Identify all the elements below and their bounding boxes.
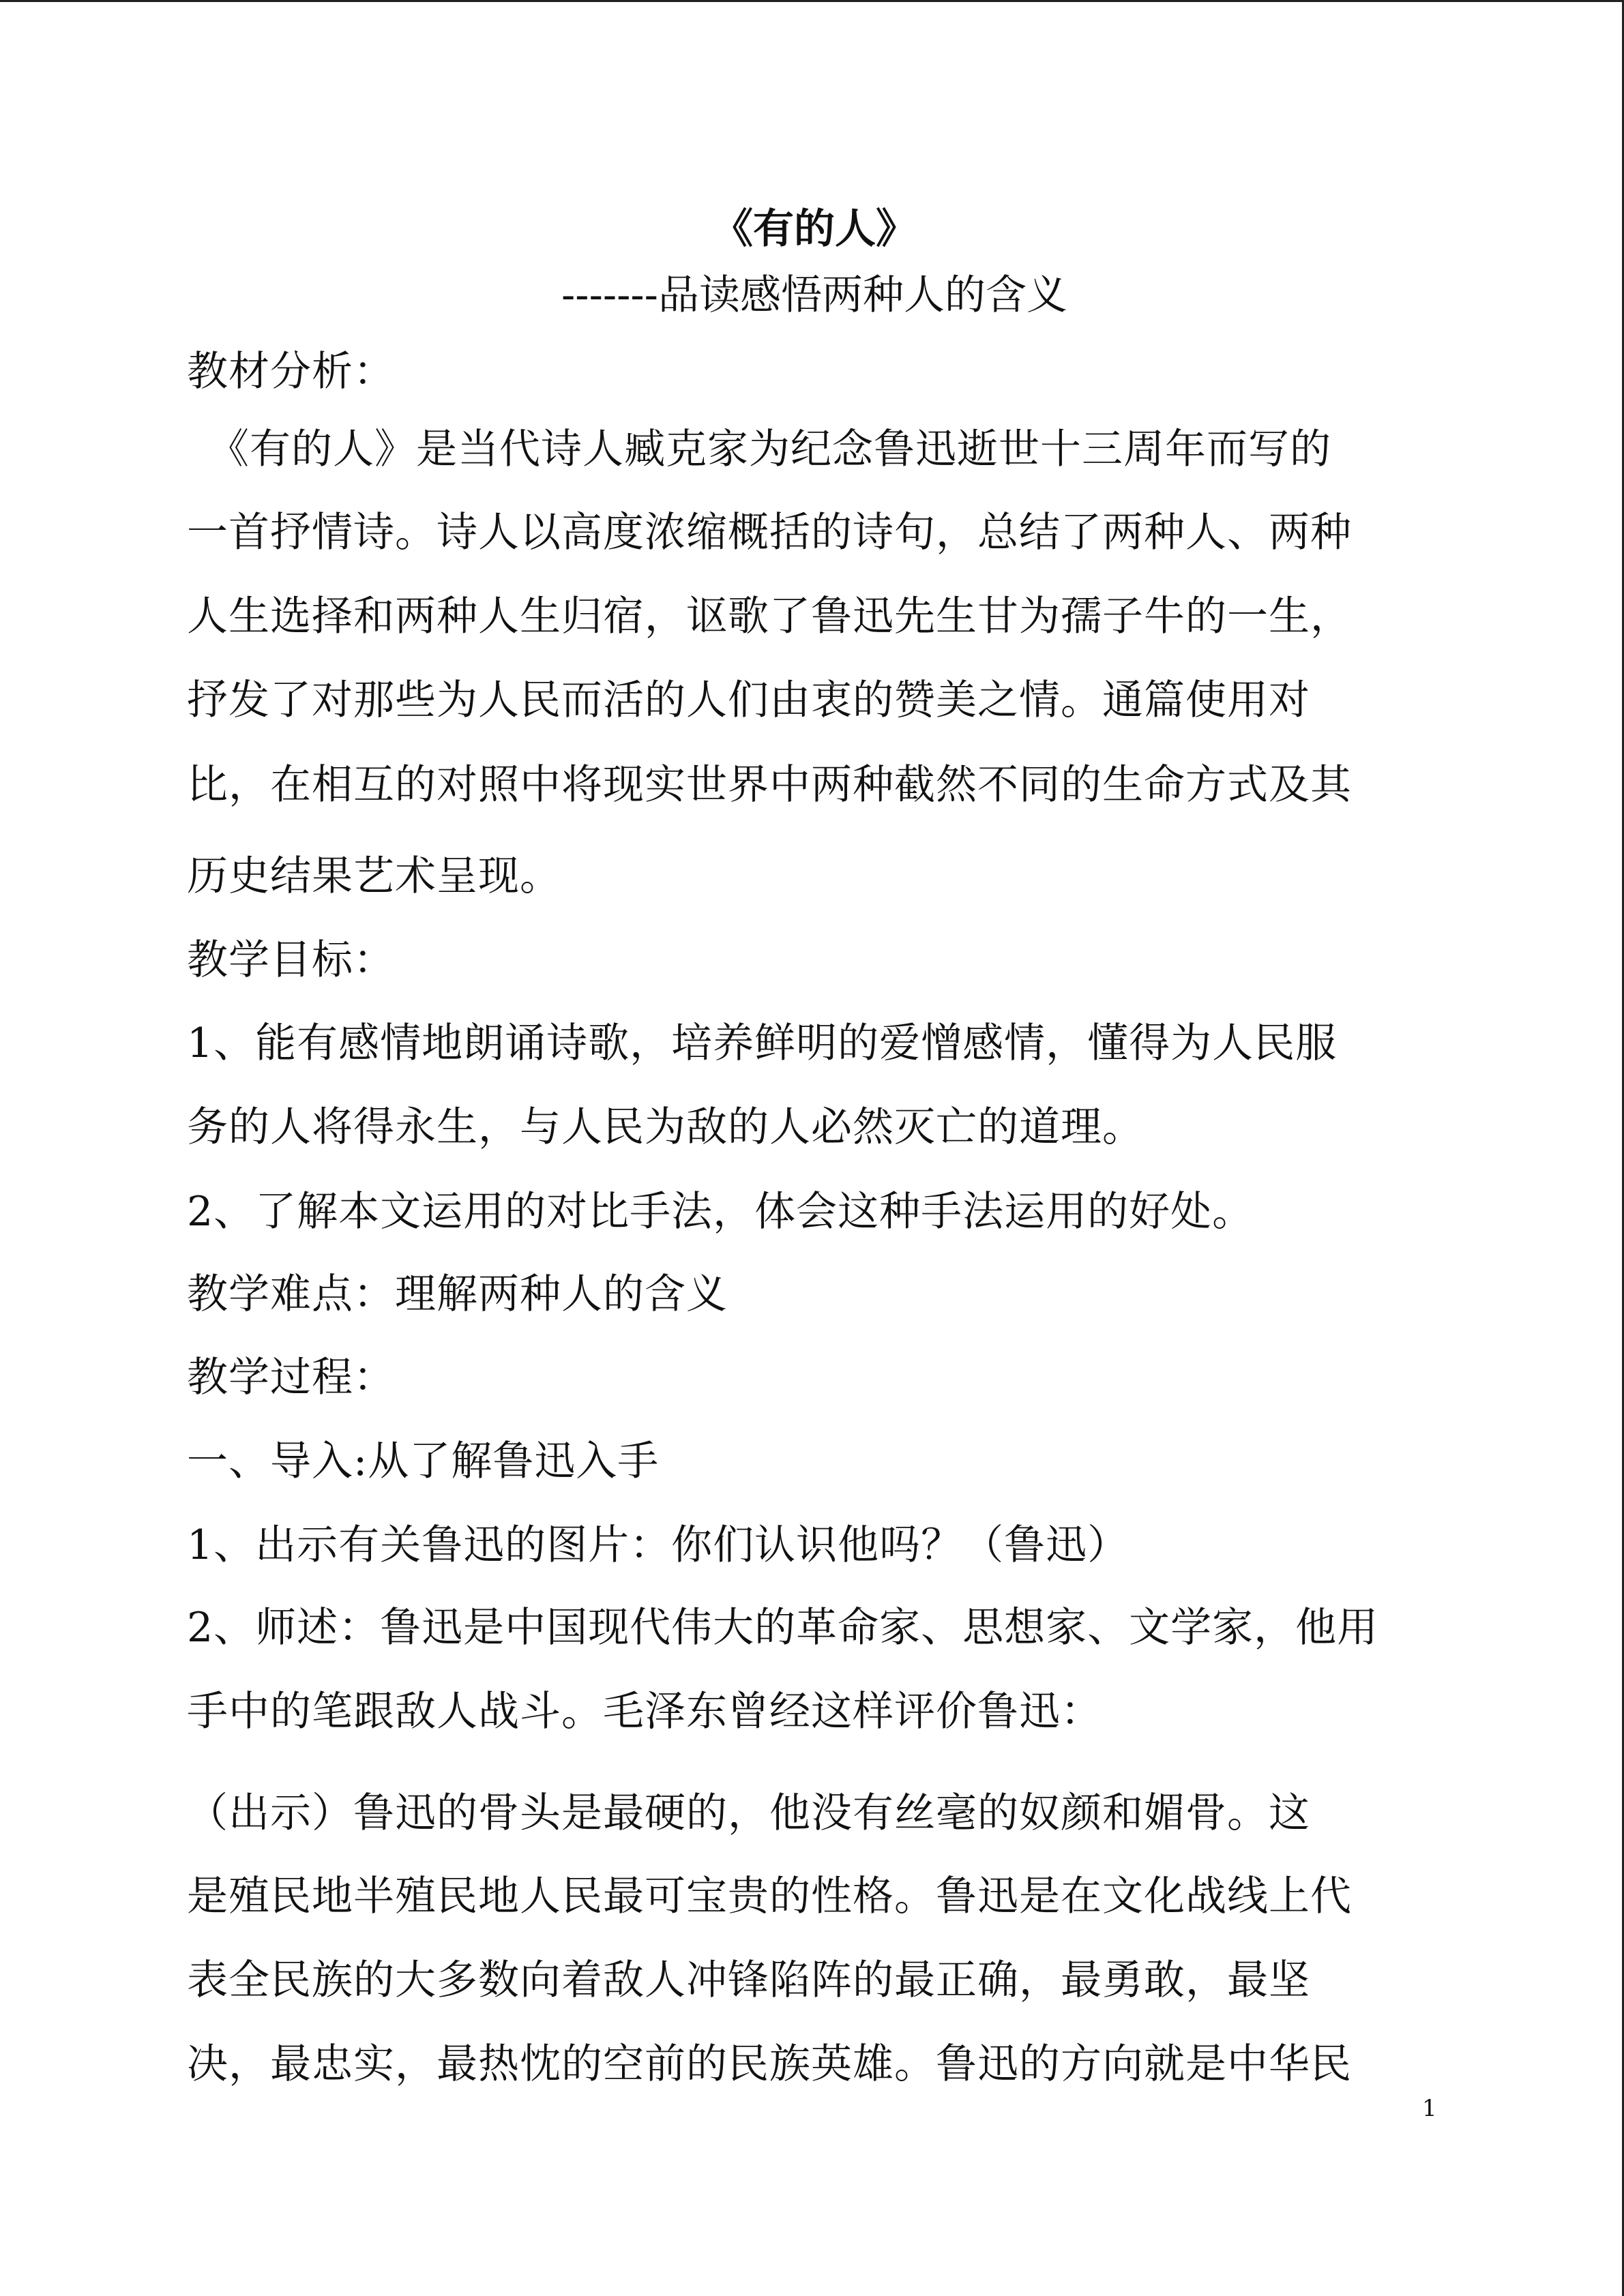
paragraph-line: 历史结果艺术呈现。 [187, 852, 561, 900]
page-border-top [0, 0, 1624, 2]
quote-line: 表全民族的大多数向着敌人冲锋陷阵的最正确，最勇敢，最坚 [187, 1956, 1310, 2004]
quote-line: 是殖民地半殖民地人民最可宝贵的性格。鲁迅是在文化战线上代 [187, 1873, 1352, 1920]
goal-item: 1、能有感情地朗诵诗歌，培养鲜明的爱憎感情，懂得为人民服 [187, 1019, 1338, 1067]
page-number: 1 [1422, 2095, 1437, 2122]
paragraph-line: 一首抒情诗。诗人以高度浓缩概括的诗句，总结了两种人、两种 [187, 509, 1352, 556]
goal-item-continued: 务的人将得永生，与人民为敌的人必然灭亡的道理。 [187, 1103, 1144, 1151]
process-step: 一、导入:从了解鲁迅入手 [187, 1437, 660, 1485]
process-step: 1、出示有关鲁迅的图片：你们认识他吗？（鲁迅） [187, 1521, 1130, 1569]
document-subtitle: -------品读感悟两种人的含义 [561, 271, 1067, 319]
paragraph-line: 比，在相互的对照中将现实世界中两种截然不同的生命方式及其 [187, 761, 1352, 809]
quote-line: 决，最忠实，最热忱的空前的民族英雄。鲁迅的方向就是中华民 [187, 2040, 1352, 2088]
section-heading-material-analysis: 教材分析： [187, 348, 395, 396]
goal-item: 2、了解本文运用的对比手法，体会这种手法运用的好处。 [187, 1188, 1254, 1236]
paragraph-line: 抒发了对那些为人民而活的人们由衷的赞美之情。通篇使用对 [187, 676, 1310, 724]
paragraph-line: 人生选择和两种人生归宿，讴歌了鲁迅先生甘为孺子牛的一生， [187, 593, 1352, 640]
section-heading-process: 教学过程： [187, 1354, 395, 1401]
document-title: 《有的人》 [712, 205, 917, 253]
paragraph-line: 手中的笔跟敌人战斗。毛泽东曾经这样评价鲁迅： [187, 1688, 1102, 1735]
paragraph-line: 《有的人》是当代诗人臧克家为纪念鲁迅逝世十三周年而写的 [187, 426, 1331, 473]
quote-line: （出示）鲁迅的骨头是最硬的，他没有丝毫的奴颜和媚骨。这 [187, 1789, 1310, 1837]
process-step: 2、师述：鲁迅是中国现代伟大的革命家、思想家、文学家，他用 [187, 1604, 1379, 1652]
section-heading-teaching-goals: 教学目标： [187, 936, 395, 984]
section-heading-difficulty: 教学难点：理解两种人的含义 [187, 1270, 728, 1318]
